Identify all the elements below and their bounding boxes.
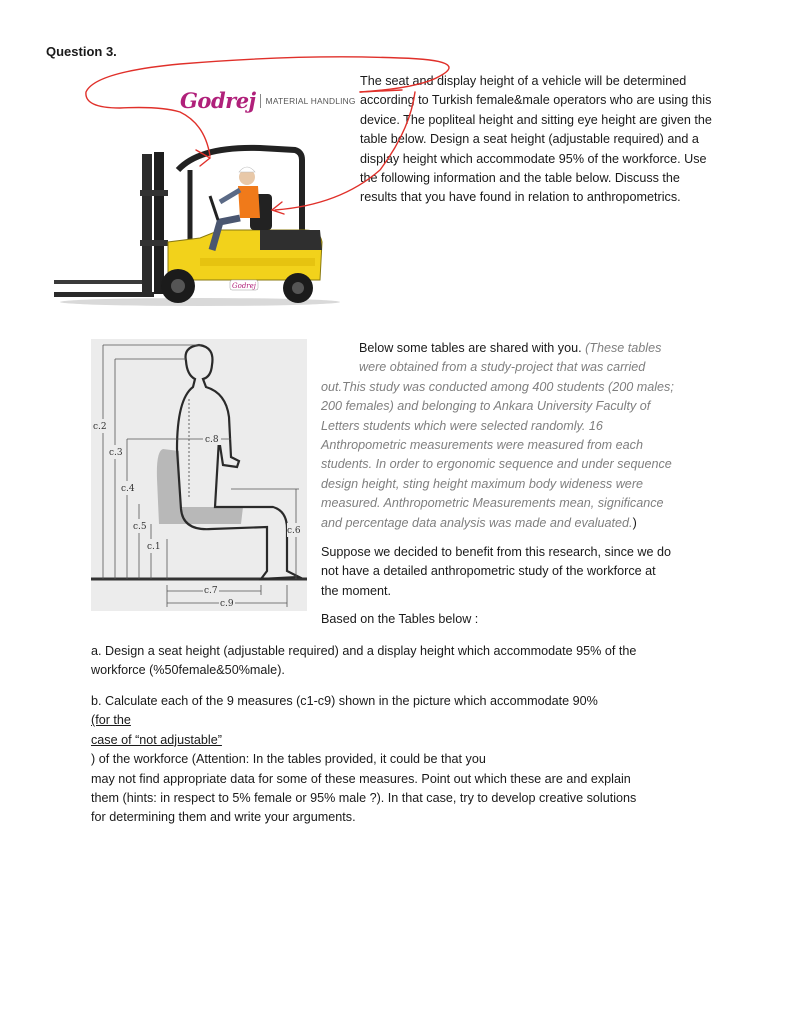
tables-note-first-line xyxy=(321,339,721,358)
suppose-line: the moment. xyxy=(321,583,391,598)
based-on-label: Based on the Tables below : xyxy=(321,612,479,626)
part-a-paragraph xyxy=(91,642,711,681)
intro-line: according to Turkish female&male operators who are using this xyxy=(360,93,712,108)
intro-line: results that you have found in relation to anthropometrics. xyxy=(360,190,681,205)
label-c4: c.4 xyxy=(121,484,135,494)
label-c2: c.2 xyxy=(93,422,107,432)
part-a-line: a. Design a seat height (adjustable required) and a display height which accommodate 95% of the xyxy=(91,644,637,658)
tables-note-lead: Below some tables are shared with you. xyxy=(359,341,586,355)
suppose-paragraph xyxy=(321,543,721,601)
anthropometric-diagram xyxy=(91,339,307,611)
intro-line: table below. Design a seat height (adjustable required) and a xyxy=(360,132,699,147)
part-b-line xyxy=(91,692,731,731)
tables-note-italic-end: and percentage data analysis was made and evaluated. xyxy=(321,515,633,530)
intro-line: the following information and the table below. Discuss the xyxy=(360,171,680,186)
label-c1: c.1 xyxy=(147,542,161,552)
logo-brand: Godrej xyxy=(180,88,256,113)
intro-line: display height which accommodate 95% of the workforce. Use xyxy=(360,151,707,166)
tables-note-italic-line: design height, sting height maximum body wideness were xyxy=(321,476,644,491)
tables-note-italic-line: were obtained from a study-project that was carried xyxy=(359,360,646,375)
part-b-line: them (hints: in respect to 5% female or 95% male ?). In that case, try to develop creative solutions xyxy=(91,791,637,806)
tables-note-italic-line: out.This study was conducted among 400 students (200 males; xyxy=(321,379,674,394)
label-c7: c.7 xyxy=(204,586,218,596)
part-b-underlined-start: (for the xyxy=(91,713,131,728)
label-c5: c.5 xyxy=(133,522,147,532)
tables-note-italic-start: (These tables xyxy=(585,341,662,355)
godrej-logo xyxy=(180,88,356,113)
intro-line: The seat and display height of a vehicle will be determined xyxy=(360,74,687,88)
logo-separator xyxy=(260,94,261,108)
part-b-line1-text: b. Calculate each of the 9 measures (c1-c9) shown in the picture which accommodate 90% xyxy=(91,694,598,708)
intro-paragraph xyxy=(360,72,760,208)
label-c9: c.9 xyxy=(220,599,234,609)
tables-note-italic-line: Letters students which were selected randomly. 16 xyxy=(321,418,603,433)
suppose-line: not have a detailed anthropometric study of the workforce at xyxy=(321,564,656,579)
tables-note-italic-line: measured. Anthropometric Measurements mean, significance xyxy=(321,496,664,511)
tables-note-last-line xyxy=(321,514,721,533)
tables-note-italic-line: 200 females) and belonging to Ankara University Faculty of xyxy=(321,399,651,414)
question-title: Question 3. xyxy=(46,44,117,59)
tables-note-close: ) xyxy=(632,515,637,530)
label-c3: c.3 xyxy=(109,448,123,458)
tables-note-paragraph xyxy=(321,339,721,533)
part-b-line xyxy=(91,731,731,770)
part-b-underlined-end: case of “not adjustable” xyxy=(91,732,222,747)
forklift-image xyxy=(50,130,340,310)
part-b-line2-text: ) of the workforce (Attention: In the tables provided, it could be that you xyxy=(91,752,486,767)
part-b-line: may not find appropriate data for some of these measures. Point out which these are and explain xyxy=(91,771,631,786)
logo-tagline: MATERIAL HANDLING xyxy=(265,95,356,106)
forklift-sticker-text: Godrej xyxy=(232,282,256,290)
part-b-line: for determining them and write your arguments. xyxy=(91,810,356,825)
label-c6: c.6 xyxy=(287,526,301,536)
part-b-paragraph xyxy=(91,692,731,828)
suppose-line: Suppose we decided to benefit from this research, since we do xyxy=(321,545,672,559)
tables-note-italic-line: Anthropometric measurements were measured from each xyxy=(321,438,643,453)
part-a-line: workforce (%50female&50%male). xyxy=(91,663,285,678)
label-c8: c.8 xyxy=(205,435,219,445)
intro-line: device. The popliteal height and sitting eye height are given the xyxy=(360,112,712,127)
tables-note-italic-line: students. In order to ergonomic sequence and under sequence xyxy=(321,457,672,472)
